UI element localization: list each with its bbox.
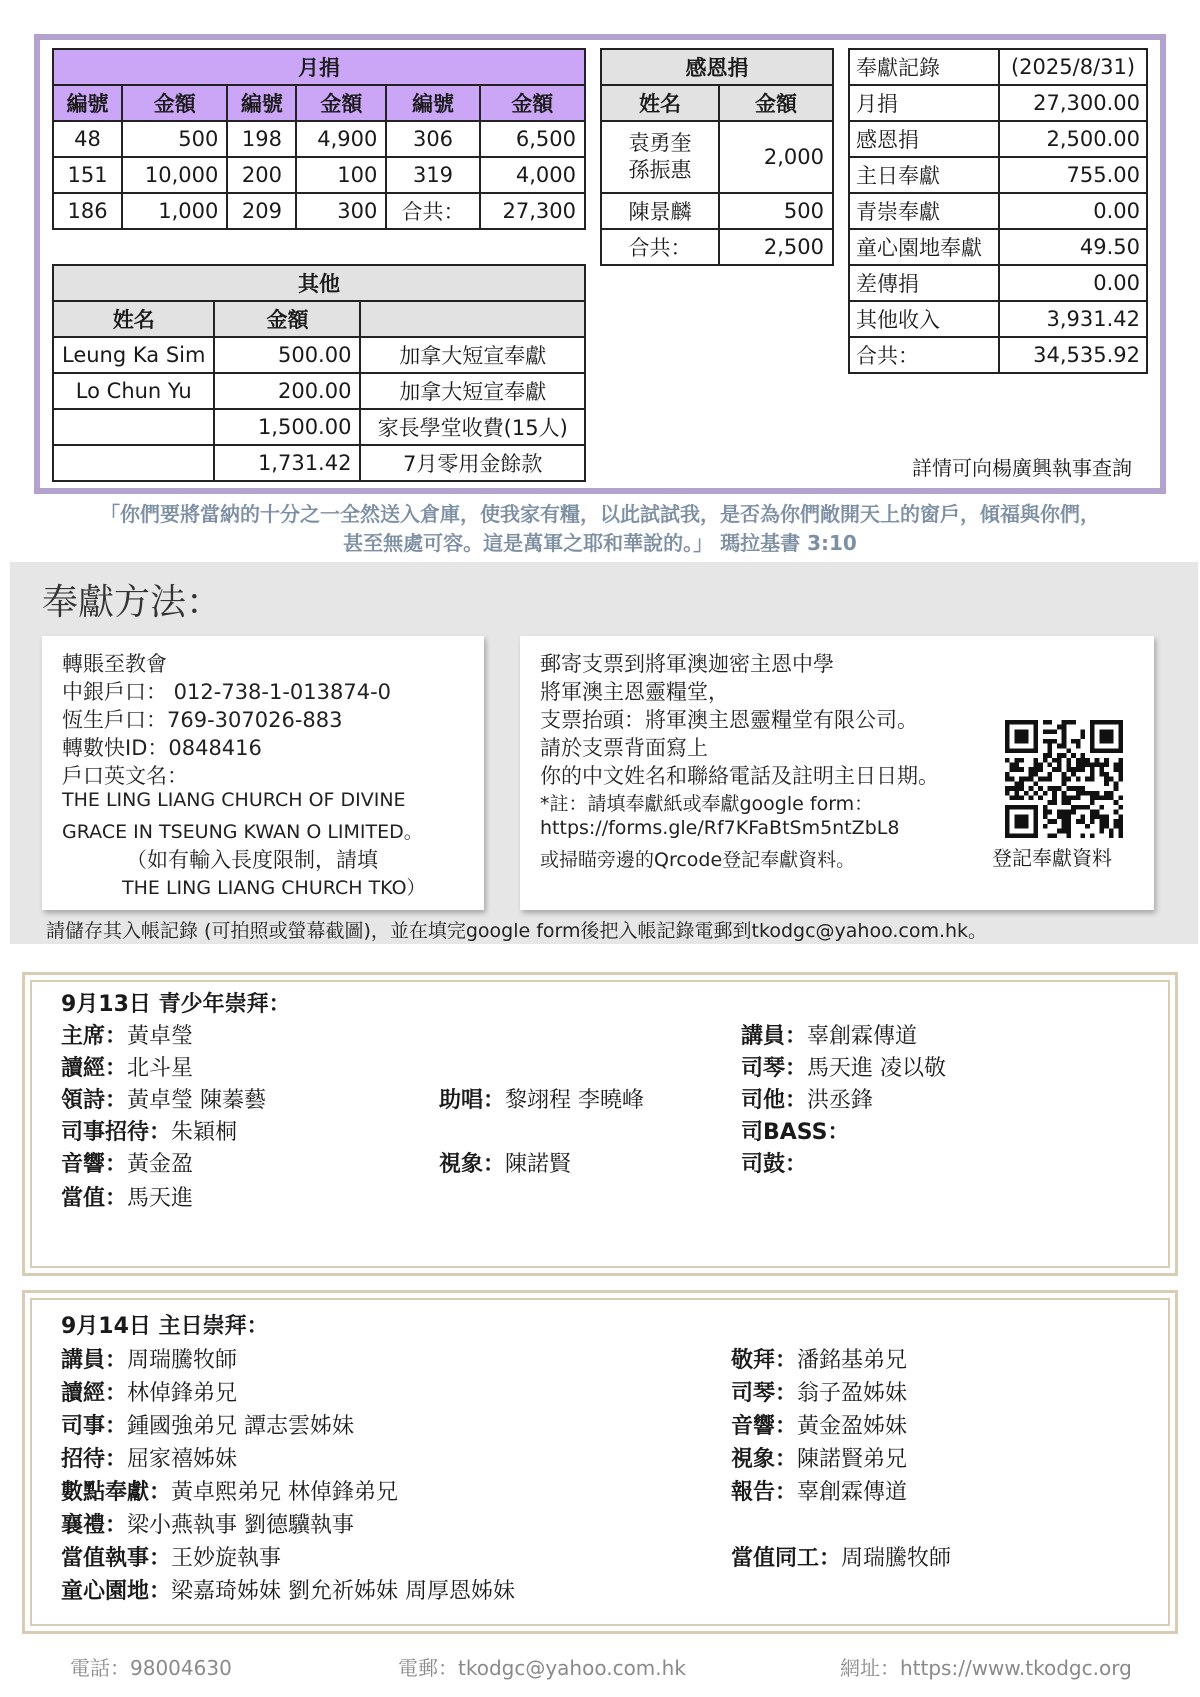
role-label: 司他： (741, 1088, 808, 1113)
roster-entry (731, 1541, 951, 1572)
roster-entry (61, 1574, 515, 1605)
role-label: 當值： (61, 1186, 128, 1211)
role-label: 司事招待： (61, 1120, 172, 1145)
section-title: 奉獻方法： (42, 582, 223, 623)
roster-heading: 9月13日 青少年崇拜： (61, 992, 291, 1017)
table-cell: 48 (53, 121, 122, 157)
role-label: 音響： (731, 1414, 798, 1439)
giving-methods-section (10, 562, 1198, 944)
role-label: 講員： (61, 1348, 128, 1373)
table-row (53, 409, 585, 445)
table-cell: 童心園地奉獻 (849, 229, 999, 265)
role-label: 主席： (61, 1024, 128, 1049)
role-person: 北斗星 (127, 1056, 194, 1081)
methods-footer-note: 請儲存其入帳記錄 (可拍照或螢幕截圖)，並在填完google form後把入帳記錄電郵到tkodgc@yahoo.com.hk。 (46, 920, 988, 942)
table-row (849, 85, 1147, 121)
table-row (849, 229, 1147, 265)
table-cell: 其他收入 (849, 301, 999, 337)
roster-entry (731, 1475, 907, 1506)
role-person: 黃金盈 (127, 1152, 194, 1177)
bible-verse (40, 500, 1160, 558)
column-header: 編號 (386, 85, 479, 121)
role-label: 讀經： (61, 1056, 128, 1081)
role-person: 陳諾賢弟兄 (797, 1447, 908, 1472)
roster-entry (741, 1115, 850, 1146)
role-label: 領詩： (61, 1088, 128, 1113)
table-cell (53, 445, 214, 481)
column-header: 金額 (214, 301, 360, 337)
table-row (601, 121, 833, 193)
column-header: 姓名 (601, 85, 719, 121)
table-cell: 4,000 (480, 157, 585, 193)
roster-entry (731, 1442, 907, 1473)
roster-entry (439, 1147, 571, 1178)
transfer-line: （如有輸入長度限制，請填 (126, 848, 378, 872)
table-cell: 500 (719, 193, 833, 229)
cheque-line: 請於支票背面寫上 (540, 736, 708, 760)
role-person: 翁子盈姊妹 (797, 1381, 908, 1406)
total-label: 合共： (601, 229, 719, 265)
footer-email[interactable]: 電郵：tkodgc@yahoo.com.hk (398, 1656, 686, 1680)
transfer-line: THE LING LIANG CHURCH OF DIVINE (62, 789, 406, 811)
table-row (53, 193, 585, 229)
table-cell: 1,000 (122, 193, 227, 229)
roster-entry (61, 1541, 281, 1572)
record-date: (2025/8/31) (999, 49, 1147, 85)
role-label: 司事： (61, 1414, 128, 1439)
roster-entry (61, 1051, 193, 1082)
roster-entry (61, 1343, 237, 1374)
role-label: 招待： (61, 1447, 128, 1472)
role-person: 黃金盈姊妹 (797, 1414, 908, 1439)
role-person: 黃卓瑩 陳蓁藝 (127, 1088, 267, 1113)
role-label: 音響： (61, 1152, 128, 1177)
verse-line: 「你們要將當納的十分之一全然送入倉庫，使我家有糧，以此試試我，是否為你們敞開天上的窗戶，傾福與你們， (100, 502, 1100, 526)
table-row (53, 157, 585, 193)
role-person: 陳諾賢 (505, 1152, 572, 1177)
table-row (849, 265, 1147, 301)
role-person: 屈家禧姊妹 (127, 1447, 238, 1472)
role-person: 周瑞騰牧師 (841, 1546, 952, 1571)
table-cell: 月捐 (849, 85, 999, 121)
table-cell: 2,000 (719, 121, 833, 193)
role-label: 當值同工： (731, 1546, 842, 1571)
role-person: 鍾國強弟兄 譚志雲姊妹 (127, 1414, 355, 1439)
table-cell: 差傳捐 (849, 265, 999, 301)
role-person: 周瑞騰牧師 (127, 1348, 238, 1373)
table-cell: Lo Chun Yu (53, 373, 214, 409)
table-cell: 0.00 (999, 193, 1147, 229)
cheque-line: 或掃瞄旁邊的Qrcode登記奉獻資料。 (540, 849, 856, 871)
table-cell: 7月零用金餘款 (360, 445, 585, 481)
table-title: 其他 (53, 265, 585, 301)
qr-code-icon[interactable] (1004, 720, 1124, 838)
role-person: 馬天進 (127, 1186, 194, 1211)
roster-entry (731, 1376, 907, 1407)
roster-entry (741, 1147, 807, 1178)
table-cell: 6,500 (480, 121, 585, 157)
role-label: 司BASS： (741, 1120, 850, 1145)
table-cell: Leung Ka Sim (53, 337, 214, 373)
roster-entry (61, 1409, 354, 1440)
qr-caption: 登記奉獻資料 (992, 846, 1112, 870)
transfer-line: 轉數快ID：0848416 (62, 736, 262, 760)
thanksgiving-offering-table (600, 48, 834, 266)
role-label: 司鼓： (741, 1152, 808, 1177)
table-cell: 0.00 (999, 265, 1147, 301)
table-row (849, 121, 1147, 157)
cheque-line: 你的中文姓名和聯絡電話及註明主日日期。 (540, 764, 939, 788)
table-row (53, 373, 585, 409)
sunday-worship-roster (22, 1290, 1178, 1634)
roster-entry (61, 1147, 193, 1178)
table-cell: 感恩捐 (849, 121, 999, 157)
role-person: 梁嘉琦姊妹 劉允祈姊妹 周厚恩姊妹 (171, 1579, 516, 1604)
roster-entry (61, 1083, 266, 1114)
transfer-line: 恆生戶口：769-307026-883 (62, 708, 343, 732)
role-label: 當值執事： (61, 1546, 172, 1571)
table-cell: 27,300.00 (999, 85, 1147, 121)
role-person: 王妙旋執事 (171, 1546, 282, 1571)
table-row (849, 301, 1147, 337)
role-person: 梁小燕執事 劉德驥執事 (127, 1513, 355, 1538)
role-label: 敬拜： (731, 1348, 798, 1373)
transfer-line: 戶口英文名： (62, 764, 188, 788)
table-cell: 加拿大短宣奉獻 (360, 373, 585, 409)
table-cell: 306 (386, 121, 479, 157)
table-cell: 1,731.42 (214, 445, 360, 481)
roster-entry (61, 1115, 237, 1146)
cheque-line: 將軍澳主恩靈糧堂， (540, 680, 729, 704)
role-label: 助唱： (439, 1088, 506, 1113)
roster-entry (741, 1051, 946, 1082)
table-cell: 10,000 (122, 157, 227, 193)
role-person: 辜創霖傳道 (807, 1024, 918, 1049)
roster-entry (731, 1343, 907, 1374)
table-cell: 186 (53, 193, 122, 229)
role-label: 報告： (731, 1480, 798, 1505)
roster-entry (741, 1083, 873, 1114)
table-title: 奉獻記錄 (849, 49, 999, 85)
cheque-line: 郵寄支票到將軍澳迦密主恩中學 (540, 652, 834, 676)
table-cell: 青崇奉獻 (849, 193, 999, 229)
role-label: 襄禮： (61, 1513, 128, 1538)
table-cell: 198 (227, 121, 296, 157)
table-row (849, 157, 1147, 193)
footer-website[interactable]: 網址：https://www.tkodgc.org (840, 1656, 1132, 1680)
monthly-offering-table (52, 48, 586, 230)
table-cell: 主日奉獻 (849, 157, 999, 193)
transfer-line: GRACE IN TSEUNG KWAN O LIMITED。 (62, 821, 423, 843)
table-row (53, 337, 585, 373)
total-label: 合共： (849, 337, 999, 373)
table-cell: 2,500.00 (999, 121, 1147, 157)
column-header: 金額 (480, 85, 585, 121)
transfer-line: 中銀戶口： 012-738-1-013874-0 (62, 680, 392, 704)
transfer-line: 轉賬至教會 (62, 652, 167, 676)
role-person: 辜創霖傳道 (797, 1480, 908, 1505)
cheque-line: *註：請填奉獻紙或奉獻google form： (540, 793, 874, 815)
roster-entry (439, 1083, 644, 1114)
record-total: 34,535.92 (999, 337, 1147, 373)
cheque-line: 支票抬頭：將軍澳主恩靈糧堂有限公司。 (540, 708, 918, 732)
table-cell (601, 121, 719, 193)
table-cell: 3,931.42 (999, 301, 1147, 337)
table-cell: 209 (227, 193, 296, 229)
roster-entry (741, 1019, 917, 1050)
role-person: 黎翊程 李曉峰 (505, 1088, 645, 1113)
table-cell: 500 (122, 121, 227, 157)
role-label: 司琴： (741, 1056, 808, 1081)
role-label: 視象： (439, 1152, 506, 1177)
verse-line: 甚至無處可容。這是萬軍之耶和華說的。」 瑪拉基書 3:10 (343, 531, 857, 555)
role-person: 黃卓瑩 (127, 1024, 194, 1049)
table-row (601, 193, 833, 229)
roster-entry (61, 1442, 237, 1473)
table-cell: 500.00 (214, 337, 360, 373)
total-label: 合共： (386, 193, 479, 229)
role-label: 講員： (741, 1024, 808, 1049)
role-person: 朱穎桐 (171, 1120, 238, 1145)
table-title: 感恩捐 (601, 49, 833, 85)
offering-record-table (848, 48, 1148, 374)
roster-entry (731, 1409, 907, 1440)
role-person: 林倬鋒弟兄 (127, 1381, 238, 1406)
monthly-total: 27,300 (480, 193, 585, 229)
role-label: 讀經： (61, 1381, 128, 1406)
role-label: 數點奉獻： (61, 1480, 172, 1505)
role-label: 視象： (731, 1447, 798, 1472)
donor-name: 孫振惠 (628, 158, 692, 182)
roster-entry (61, 1019, 193, 1050)
cheque-card (520, 636, 1154, 910)
youth-worship-roster (22, 972, 1178, 1276)
table-cell: 200 (227, 157, 296, 193)
table-row (53, 121, 585, 157)
transfer-line: THE LING LIANG CHURCH TKO） (122, 877, 426, 899)
column-header: 金額 (122, 85, 227, 121)
donor-name: 袁勇奎 (628, 131, 692, 155)
form-link[interactable]: https://forms.gle/Rf7KFaBtSm5ntZbL8 (540, 817, 900, 839)
table-cell: 4,900 (296, 121, 386, 157)
enquiry-note: 詳情可向楊廣興執事查詢 (912, 456, 1132, 480)
table-row (53, 445, 585, 481)
bank-transfer-card (42, 636, 484, 910)
table-cell: 200.00 (214, 373, 360, 409)
role-person: 馬天進 凌以敬 (807, 1056, 947, 1081)
thanks-total: 2,500 (719, 229, 833, 265)
table-cell (53, 409, 214, 445)
role-label: 童心園地： (61, 1579, 172, 1604)
roster-entry (61, 1508, 354, 1539)
table-row (601, 229, 833, 265)
roster-entry (61, 1376, 237, 1407)
roster-entry (61, 1475, 398, 1506)
role-person: 潘銘基弟兄 (797, 1348, 908, 1373)
table-row (849, 193, 1147, 229)
other-income-table (52, 264, 586, 482)
column-header: 姓名 (53, 301, 214, 337)
table-cell: 陳景麟 (601, 193, 719, 229)
role-person: 洪丞鋒 (807, 1088, 874, 1113)
roster-entry (61, 1181, 193, 1212)
column-header: 金額 (296, 85, 386, 121)
role-person: 黃卓熙弟兄 林倬鋒弟兄 (171, 1480, 399, 1505)
table-cell: 755.00 (999, 157, 1147, 193)
column-header: 金額 (719, 85, 833, 121)
table-cell: 100 (296, 157, 386, 193)
footer-phone: 電話：98004630 (70, 1656, 232, 1680)
table-cell: 300 (296, 193, 386, 229)
column-header (360, 301, 585, 337)
table-cell: 家長學堂收費(15人) (360, 409, 585, 445)
table-row (849, 337, 1147, 373)
table-cell: 1,500.00 (214, 409, 360, 445)
table-cell: 151 (53, 157, 122, 193)
table-title: 月捐 (53, 49, 585, 85)
role-label: 司琴： (731, 1381, 798, 1406)
table-cell: 319 (386, 157, 479, 193)
column-header: 編號 (227, 85, 296, 121)
column-header: 編號 (53, 85, 122, 121)
table-cell: 加拿大短宣奉獻 (360, 337, 585, 373)
roster-heading: 9月14日 主日崇拜： (61, 1314, 269, 1339)
table-cell: 49.50 (999, 229, 1147, 265)
